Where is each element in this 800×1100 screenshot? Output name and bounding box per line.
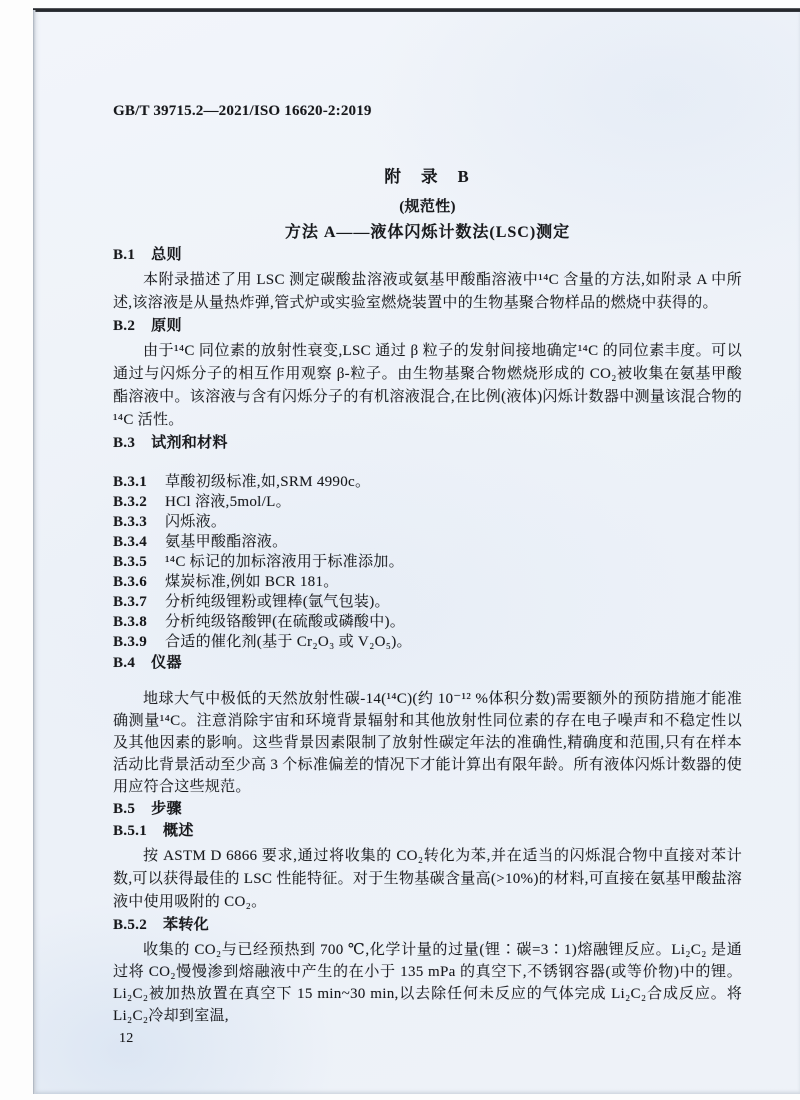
page-top-edge-shadow <box>33 8 800 12</box>
list-item-text: 草酸初级标准,如,SRM 4990c。 <box>165 474 371 490</box>
list-item <box>113 632 742 652</box>
section-title: 仪器 <box>151 655 182 671</box>
list-item <box>113 572 742 592</box>
list-item-text: ¹⁴C 标记的加标溶液用于标准添加。 <box>165 554 404 570</box>
list-item-number: B.3.2 <box>113 494 148 510</box>
list-item-text: 煤炭标准,例如 BCR 181。 <box>165 574 339 590</box>
section-paragraph-b2: 由于¹⁴C 同位素的放射性衰变,LSC 通过 β 粒子的发射间接地确定¹⁴C 的同位素丰度。可以通过与闪烁分子的相互作用观察 β-粒子。由生物基聚合物燃烧形成的 CO₂被收集在氨基甲酸酯溶液中。该溶液与含有闪烁分子的有机溶液混合,在比例(液体)闪烁计数器中测量该混合物的¹⁴C 活性。 <box>113 343 742 428</box>
paper-page <box>33 8 800 1094</box>
section-number: B.4 <box>113 655 136 671</box>
section-paragraph-b5-1: 按 ASTM D 6866 要求,通过将收集的 CO₂转化为苯,并在适当的闪烁混合物中直接对苯计数,可以获得最佳的 LSC 性能特征。对于生物基碳含量高(>10%)的材料,可直接在氨基甲酸盐溶液中使用吸附的 CO₂。 <box>113 848 742 910</box>
section-title: 步骤 <box>151 801 182 817</box>
list-item-number: B.3.7 <box>113 594 148 610</box>
section-paragraph-b1: 本附录描述了用 LSC 测定碳酸盐溶液或氨基甲酸酯溶液中¹⁴C 含量的方法,如附录 A 中所述,该溶液是从量热炸弹,管式炉或实验室燃烧装置中的生物基聚合物样品的燃烧中获得的。 <box>113 272 742 311</box>
section-title: 试剂和材料 <box>151 435 228 451</box>
section-heading-b4 <box>113 652 742 674</box>
annex-title-line1: 附 录 B <box>384 167 471 186</box>
section-number: B.1 <box>113 247 136 263</box>
list-item-number: B.3.6 <box>113 574 148 590</box>
section-title: 苯转化 <box>163 917 209 933</box>
section-title: 概述 <box>163 823 194 839</box>
list-item <box>113 532 742 552</box>
section-number: B.5 <box>113 801 136 817</box>
section-number: B.5.1 <box>113 823 148 839</box>
section-heading-b5-2 <box>113 914 742 936</box>
list-item <box>113 552 742 572</box>
list-item-number: B.3.5 <box>113 554 148 570</box>
list-item-number: B.3.1 <box>113 474 148 490</box>
reagent-list <box>113 472 742 652</box>
page-number: 12 <box>119 1031 134 1046</box>
section-number: B.3 <box>113 435 136 451</box>
section-number: B.2 <box>113 318 136 334</box>
list-item <box>113 472 742 492</box>
list-item-number: B.3.8 <box>113 614 148 630</box>
list-item-text: 合适的催化剂(基于 Cr₂O₃ 或 V₂O₅)。 <box>165 634 412 650</box>
section-heading-b1 <box>113 244 742 266</box>
section-heading-b5-1 <box>113 820 742 842</box>
list-item-text: 氨基甲酸酯溶液。 <box>165 534 288 550</box>
section-heading-b5 <box>113 798 742 820</box>
section-title: 原则 <box>151 318 182 334</box>
standard-code-header: GB/T 39715.2—2021/ISO 16620-2:2019 <box>113 103 372 119</box>
list-item-text: 分析纯级锂粉或锂棒(氩气包装)。 <box>165 594 390 610</box>
list-item <box>113 612 742 632</box>
section-heading-b3 <box>113 432 742 454</box>
list-item-number: B.3.3 <box>113 514 148 530</box>
list-item-text: 分析纯级铬酸钾(在硫酸或磷酸中)。 <box>165 614 406 630</box>
annex-title-line2: (规范性) <box>399 199 456 215</box>
section-paragraph-b4: 地球大气中极低的天然放射性碳-14(¹⁴C)(约 10⁻¹² %体积分数)需要额外的预防措施才能准确测量¹⁴C。注意消除宇宙和环境背景辐射和其他放射性同位素的存在电子噪声和不稳定性以及其他因素的影响。这些背景因素限制了放射性碳定年法的准确性,精确度和范围,只有在样本活动比背景活动至少高 3 个标准偏差的情况下才能计算出有限年龄。所有液体闪烁计数器的使用应符合这些规范。 <box>113 691 742 795</box>
annex-title-block <box>113 166 742 244</box>
list-item-number: B.3.9 <box>113 634 148 650</box>
section-paragraph-b5-2: 收集的 CO₂与已经预热到 700 ℃,化学计量的过量(锂∶碳=3∶1)熔融锂反应。Li₂C₂ 是通过将 CO₂慢慢渗到熔融液中产生的在小于 135 mPa 的真空下,不锈钢容器(或等价物)中的锂。Li₂C₂被加热放置在真空下 15 min~30 min,以去除任何未反应的气体完成 Li₂C₂合成反应。将 Li₂C₂冷却到室温, <box>113 942 742 1024</box>
list-item <box>113 512 742 532</box>
list-item-text: 闪烁液。 <box>165 514 227 530</box>
section-heading-b2 <box>113 315 742 337</box>
section-title: 总则 <box>151 247 182 263</box>
section-number: B.5.2 <box>113 917 148 933</box>
annex-title-line3: 方法 A——液体闪烁计数法(LSC)测定 <box>284 224 571 241</box>
page-content <box>33 100 800 1049</box>
list-item-text: HCl 溶液,5mol/L。 <box>165 494 291 510</box>
list-item <box>113 492 742 512</box>
list-item <box>113 592 742 612</box>
list-item-number: B.3.4 <box>113 534 148 550</box>
